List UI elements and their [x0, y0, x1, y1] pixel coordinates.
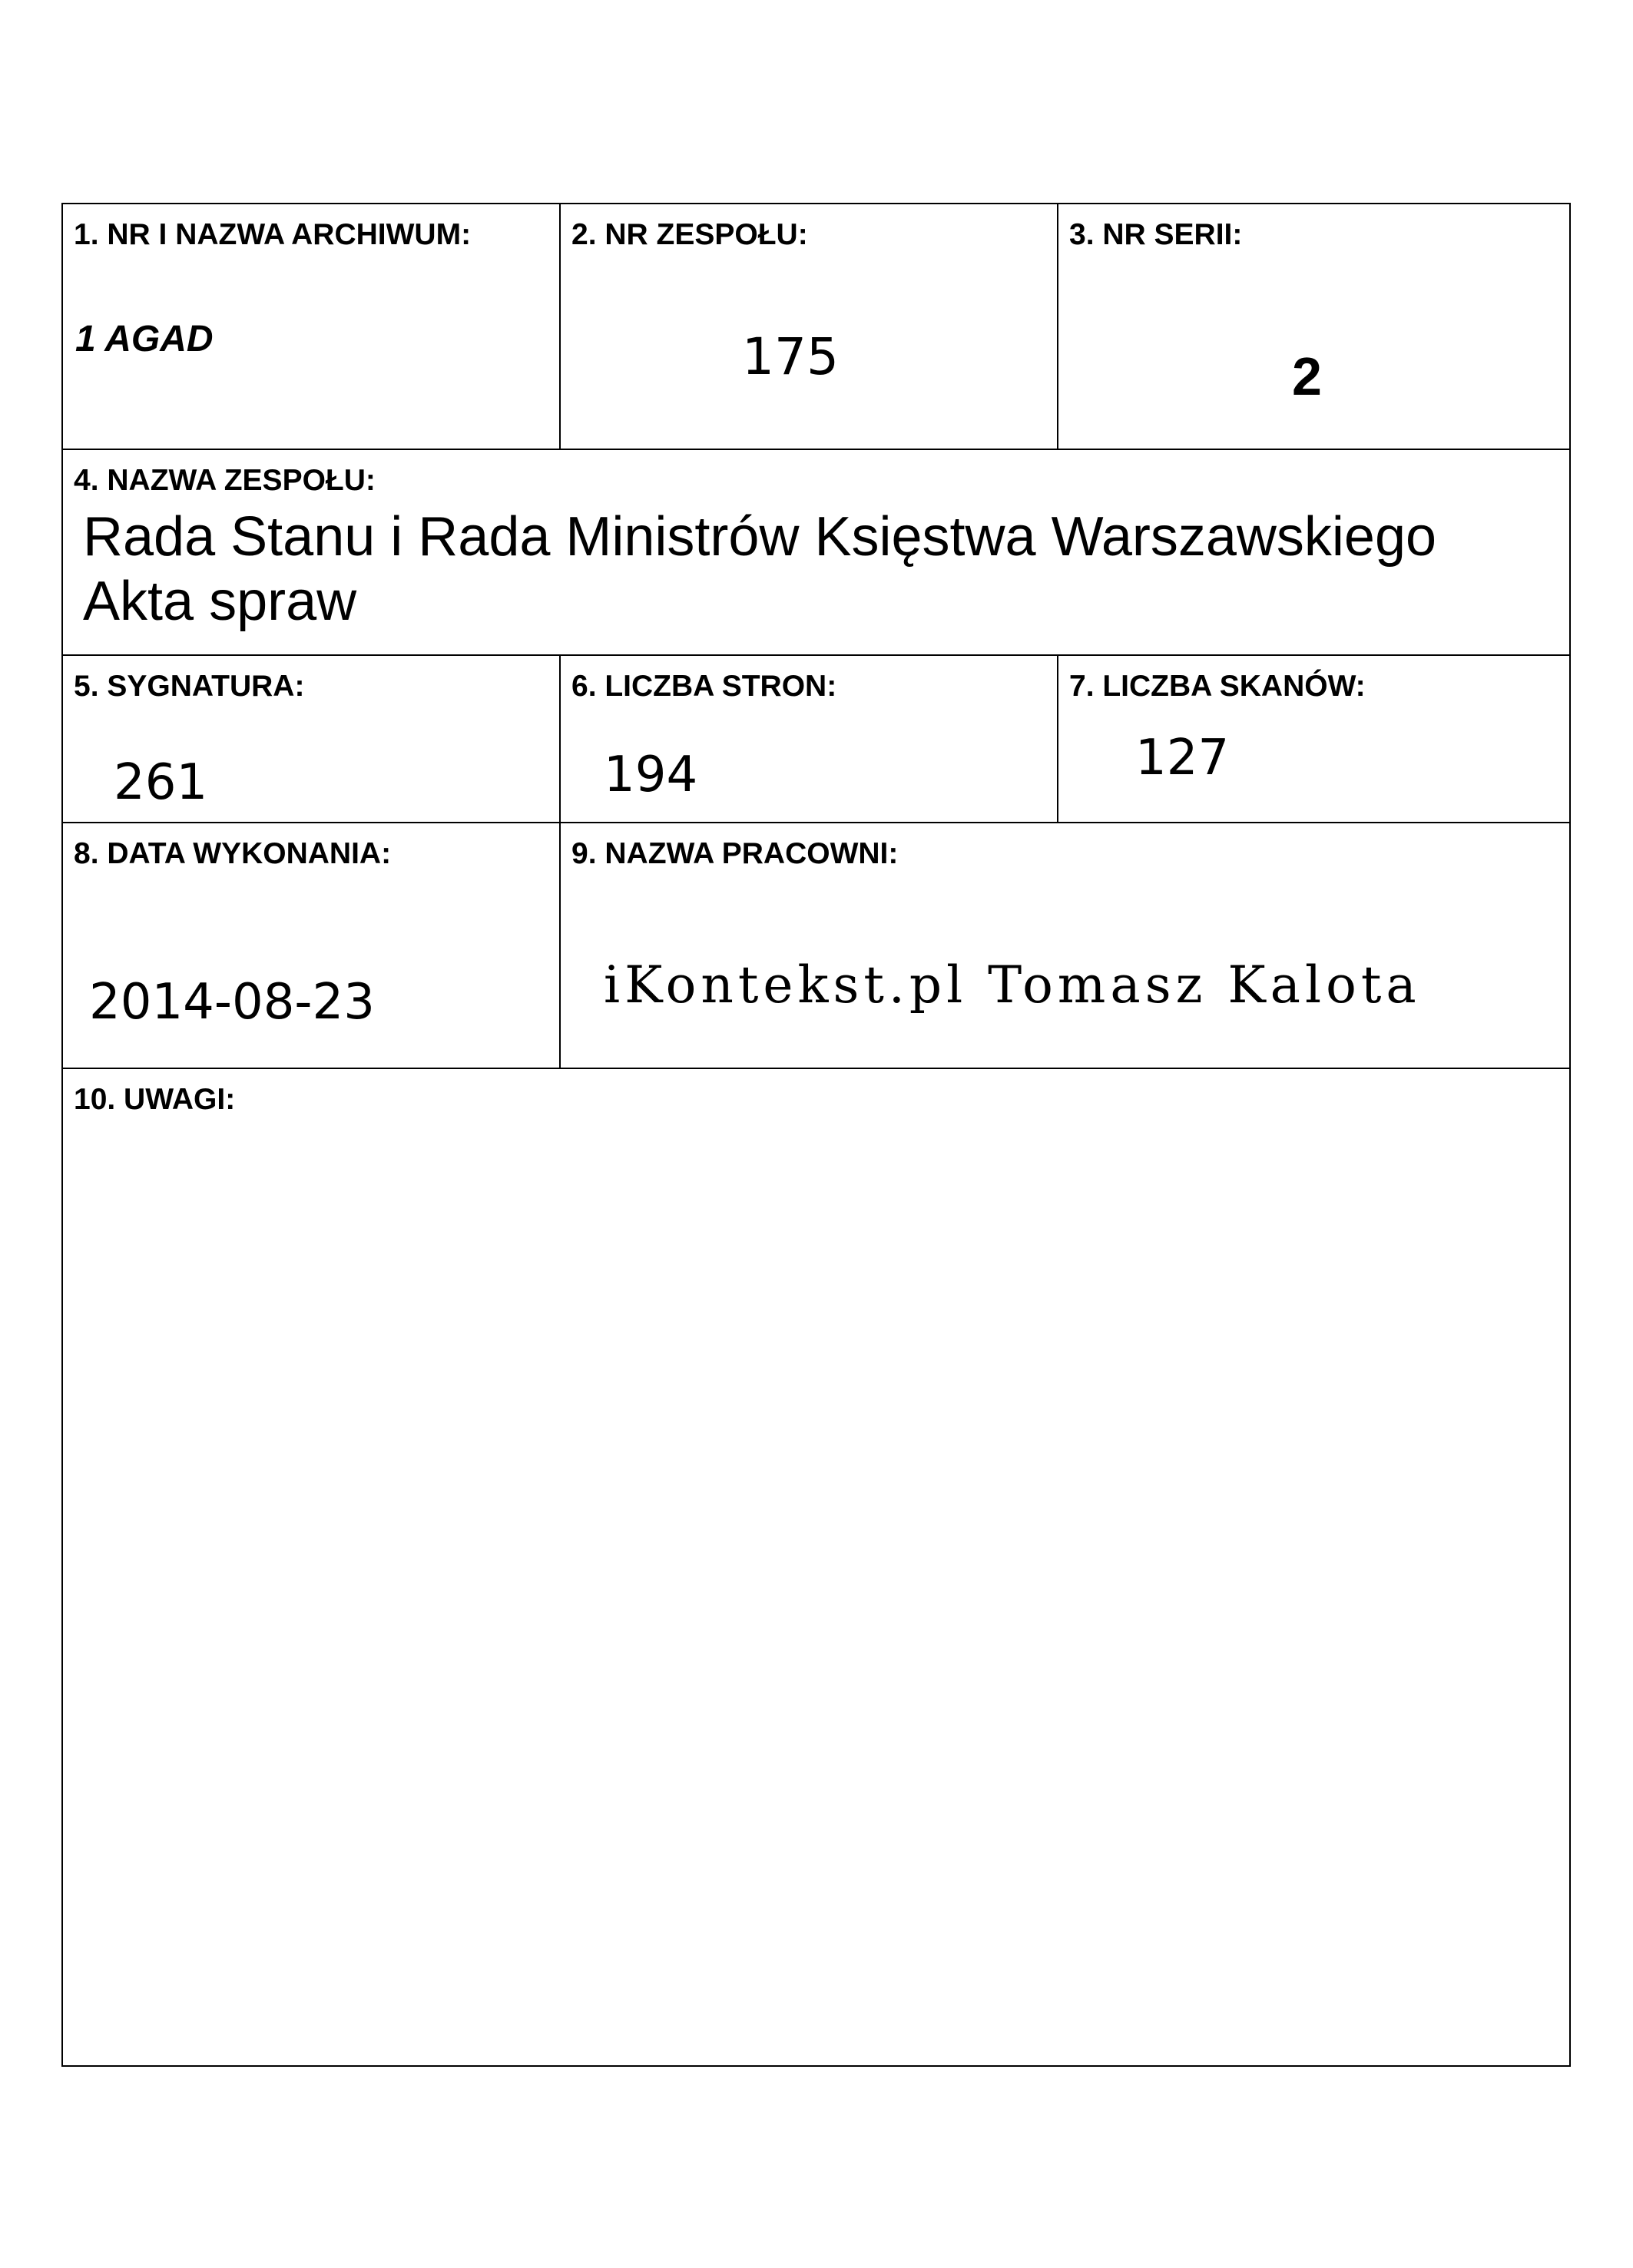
cell-scan-count [1058, 656, 1571, 823]
cell-signature [63, 656, 561, 823]
cell-fonds-name [63, 450, 1571, 656]
fonds-name-line-2: Akta spraw [83, 571, 357, 632]
cell-fonds-number [561, 204, 1058, 450]
series-label: 3. NR SERII: [1069, 218, 1243, 251]
archive-form [61, 203, 1571, 2067]
archive-value: 1 AGAD [75, 319, 214, 359]
series-value: 2 [1292, 346, 1322, 406]
cell-series [1058, 204, 1571, 450]
notes-label: 10. UWAGI: [74, 1083, 236, 1116]
workshop-value: iKontekst.pl Tomasz Kalota [604, 955, 1421, 1015]
archive-label: 1. NR I NAZWA ARCHIWUM: [74, 218, 472, 251]
fonds-number-value: 175 [742, 327, 839, 386]
cell-date [63, 823, 561, 1069]
cell-notes [63, 1069, 1571, 2067]
signature-value: 261 [114, 754, 208, 811]
fonds-name-label: 4. NAZWA ZESPOŁU: [74, 464, 376, 497]
page-count-value: 194 [604, 747, 698, 803]
fonds-name-line-1: Rada Stanu i Rada Ministrów Księstwa Warszawskiego [83, 506, 1437, 568]
page-count-label: 6. LICZBA STRON: [571, 670, 837, 703]
fonds-number-label: 2. NR ZESPOŁU: [571, 218, 808, 251]
date-label: 8. DATA WYKONANIA: [74, 837, 392, 870]
cell-archive [63, 204, 561, 450]
scan-count-value: 127 [1135, 730, 1230, 786]
scan-count-label: 7. LICZBA SKANÓW: [1069, 670, 1366, 703]
cell-workshop [561, 823, 1571, 1069]
date-value: 2014-08-23 [89, 974, 375, 1031]
workshop-label: 9. NAZWA PRACOWNI: [571, 837, 899, 870]
cell-page-count [561, 656, 1058, 823]
signature-label: 5. SYGNATURA: [74, 670, 305, 703]
